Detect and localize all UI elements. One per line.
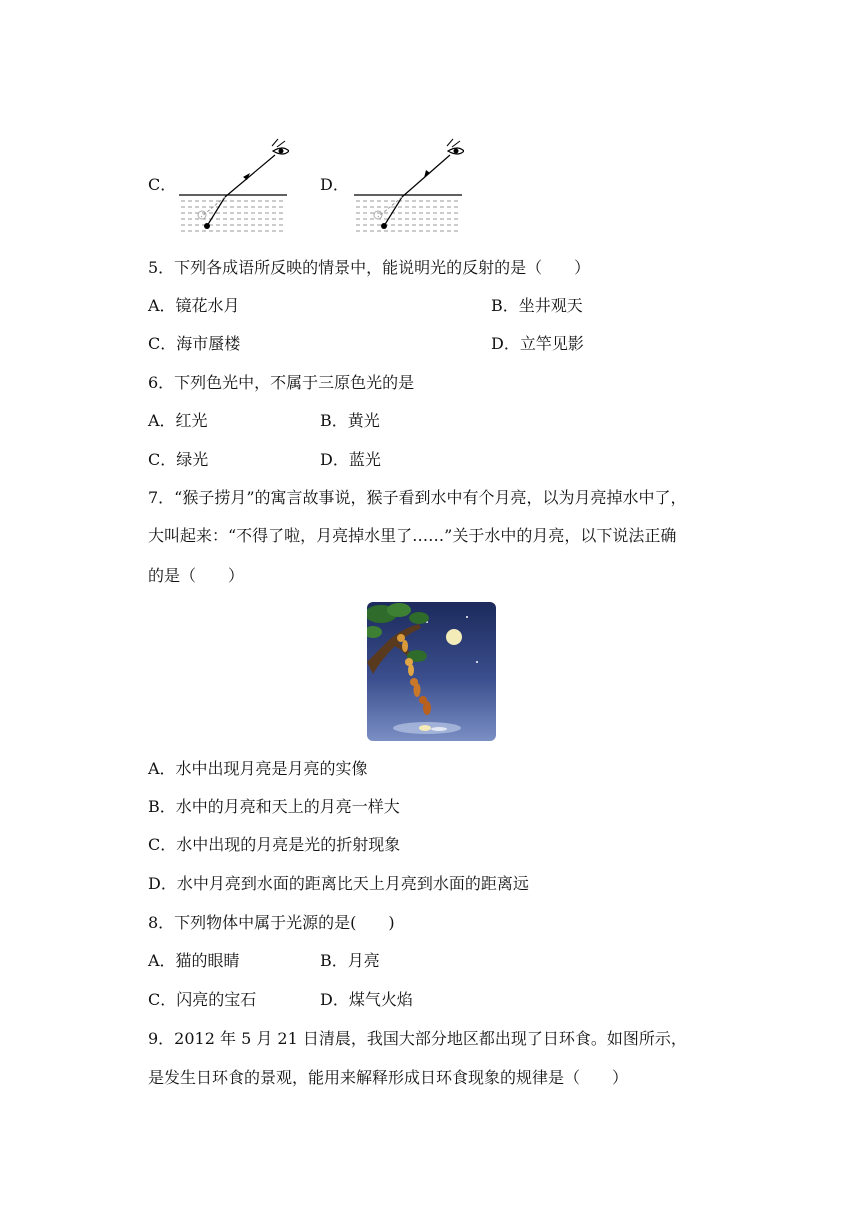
q4-option-c-label: C． — [148, 175, 177, 194]
q8-option-c: C．闪亮的宝石 — [148, 990, 257, 1009]
q6-option-a: A．红光 — [148, 411, 208, 430]
q7-stem-line-1: 7．“猴子捞月”的寓言故事说，猴子看到水中有个月亮，以为月亮掉水中了， — [148, 488, 687, 507]
q8-stem: 8．下列物体中属于光源的是( ) — [148, 913, 395, 932]
q4-option-d-label: D． — [320, 175, 349, 194]
q5-option-b: B．坐井观天 — [491, 296, 583, 315]
monkeys-fishing-moon-illustration — [367, 602, 496, 741]
q9-stem-line-1: 9．2012 年 5 月 21 日清晨，我国大部分地区都出现了日环食。如图所示， — [148, 1029, 687, 1048]
q5-option-d: D．立竿见影 — [491, 334, 584, 353]
q5-option-c: C．海市蜃楼 — [148, 334, 241, 353]
q9-stem-line-2: 是发生日环食的景观，能用来解释形成日环食现象的规律是（ ） — [148, 1068, 629, 1087]
q7-option-d: D．水中月亮到水面的距离比天上月亮到水面的距离远 — [148, 874, 529, 893]
q7-option-c: C．水中出现的月亮是光的折射现象 — [148, 835, 401, 854]
q6-stem: 6．下列色光中，不属于三原色光的是 — [148, 373, 415, 392]
q7-option-a: A．水中出现月亮是月亮的实像 — [148, 759, 368, 778]
q5-option-a: A．镜花水月 — [148, 296, 240, 315]
q6-option-c: C．绿光 — [148, 450, 209, 469]
q7-stem-line-2: 大叫起来：“不得了啦，月亮掉水里了……”关于水中的月亮，以下说法正确 — [148, 526, 677, 545]
q4-option-c-diagram — [177, 135, 289, 235]
q7-stem-line-3: 的是（ ） — [148, 566, 245, 585]
q8-option-d: D．煤气火焰 — [320, 990, 413, 1009]
q4-option-d-diagram — [352, 135, 464, 235]
q5-stem: 5．下列各成语所反映的情景中，能说明光的反射的是（ ） — [148, 258, 591, 277]
q6-option-d: D．蓝光 — [320, 450, 381, 469]
q7-option-b: B．水中的月亮和天上的月亮一样大 — [148, 797, 400, 816]
q8-option-a: A．猫的眼睛 — [148, 951, 240, 970]
q6-option-b: B．黄光 — [320, 411, 380, 430]
q8-option-b: B．月亮 — [320, 951, 380, 970]
